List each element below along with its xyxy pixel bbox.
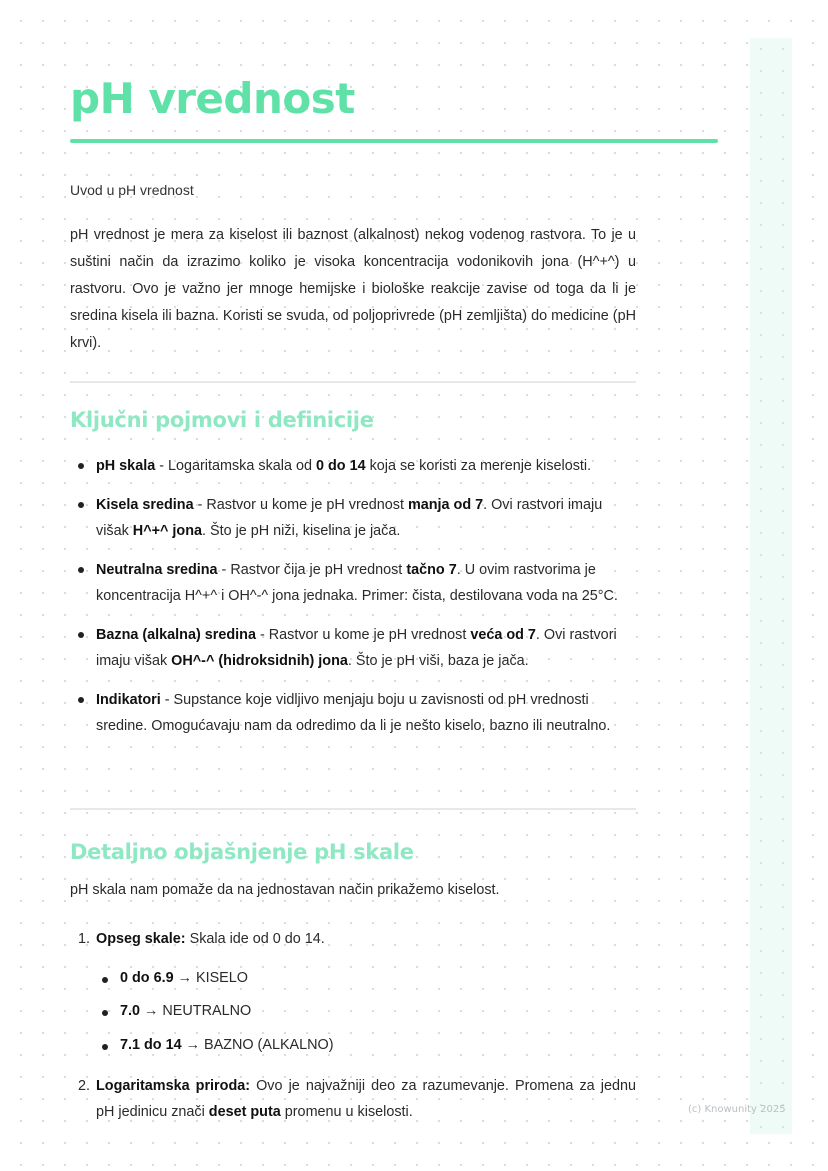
ordered-item-range bbox=[78, 926, 636, 952]
definition-term: veća od 7 bbox=[470, 627, 536, 643]
range-item-acid bbox=[102, 970, 248, 986]
definition-term: Indikatori bbox=[96, 692, 161, 708]
item-text: Skala ide od 0 do 14. bbox=[185, 931, 325, 947]
definition-term: 0 do 14 bbox=[315, 458, 366, 474]
range-result: → KISELO bbox=[173, 970, 248, 986]
item-label: Opseg skale: bbox=[96, 931, 186, 947]
definition-text: . U ovim rastvorima je koncentracija H^+^ i OH^-^ jona jednaka. Primer: čista, destilovana voda na 25°C. bbox=[96, 562, 618, 604]
definition-term: Neutralna sredina bbox=[96, 562, 218, 578]
definition-text: - Rastvor čija je pH vrednost bbox=[217, 562, 407, 578]
range-result: → NEUTRALNO bbox=[140, 1003, 252, 1019]
range-value: 7.0 bbox=[120, 1003, 141, 1019]
range-result: → BAZNO (ALKALNO) bbox=[181, 1037, 334, 1053]
ordered-item-log bbox=[78, 1073, 636, 1125]
scale-heading: Detaljno objašnjenje pH skale bbox=[70, 840, 414, 864]
definition-text: . Ovi rastvori imaju višak bbox=[96, 497, 603, 539]
range-item-neutral bbox=[102, 1003, 251, 1019]
definition-text: - Logaritamska skala od bbox=[155, 458, 316, 474]
definition-term: manja od 7 bbox=[407, 497, 484, 513]
definition-text: - Rastvor u kome je pH vrednost bbox=[255, 627, 471, 643]
title-underline bbox=[70, 139, 718, 143]
definition-item bbox=[70, 622, 636, 674]
side-strip bbox=[750, 38, 792, 1134]
section-divider bbox=[70, 808, 636, 810]
definition-term: tačno 7 bbox=[406, 562, 457, 578]
intro-paragraph: pH vrednost je mera za kiselost ili baznost (alkalnost) nekog vodenog rastvora. To je u suštini način da izrazimo koliko je visoka koncentracija vodonikovih jona (H^+^) u rastvoru. Ovo je važno jer mnoge hemijske i biološke reakcije zavise od toga da li je sredina kisela ili bazna. Koristi se svuda, od poljoprivrede (pH zemljišta) do medicine (pH krvi). bbox=[70, 227, 636, 351]
definition-text: . Ovi rastvori imaju višak bbox=[96, 627, 617, 669]
scale-lead: pH skala nam pomaže da na jednostavan način prikažemo kiselost. bbox=[70, 882, 500, 898]
definition-text: . Što je pH niži, kiselina je jača. bbox=[201, 523, 401, 539]
definition-text: - Supstance koje vidljivo menjaju boju u zavisnosti od pH vrednosti sredine. Omogućavaju nam da odredimo da li je nešto kiselo, bazno ili neutralno. bbox=[96, 692, 611, 734]
definitions-heading: Ključni pojmovi i definicije bbox=[70, 408, 374, 432]
definition-term: OH^-^ (hidroksidnih) jona bbox=[171, 653, 348, 669]
item-text: Ovo je najvažniji deo za razumevanje. Promena za jednu pH jedinicu znači bbox=[96, 1078, 636, 1120]
definition-term: pH skala bbox=[96, 458, 156, 474]
range-value: 0 do 6.9 bbox=[120, 970, 174, 986]
definition-term: H^+^ jona bbox=[132, 523, 202, 539]
item-number: 2. bbox=[78, 1078, 91, 1094]
definition-term: Bazna (alkalna) sredina bbox=[96, 627, 256, 643]
definition-item bbox=[70, 687, 636, 739]
section-divider bbox=[70, 381, 636, 383]
item-text: promenu u kiselosti. bbox=[280, 1104, 413, 1120]
definition-text: - Rastvor u kome je pH vrednost bbox=[193, 497, 408, 513]
definition-text: koja se koristi za merenje kiselosti. bbox=[365, 458, 592, 474]
definition-text: . Što je pH viši, baza je jača. bbox=[347, 653, 529, 669]
range-item-base bbox=[102, 1037, 334, 1053]
watermark: (c) Knowunity 2025 bbox=[688, 1104, 786, 1115]
item-label: Logaritamska priroda: bbox=[96, 1078, 251, 1094]
intro-label: Uvod u pH vrednost bbox=[70, 182, 194, 198]
page-title: pH vrednost bbox=[70, 74, 355, 123]
range-value: 7.1 do 14 bbox=[120, 1037, 182, 1053]
item-number: 1. bbox=[78, 931, 91, 947]
definitions-list bbox=[70, 453, 636, 752]
definition-term: Kisela sredina bbox=[96, 497, 194, 513]
definition-item bbox=[70, 492, 636, 544]
definition-item bbox=[70, 557, 636, 609]
definition-item bbox=[70, 453, 636, 479]
item-emphasis: deset puta bbox=[208, 1104, 281, 1120]
